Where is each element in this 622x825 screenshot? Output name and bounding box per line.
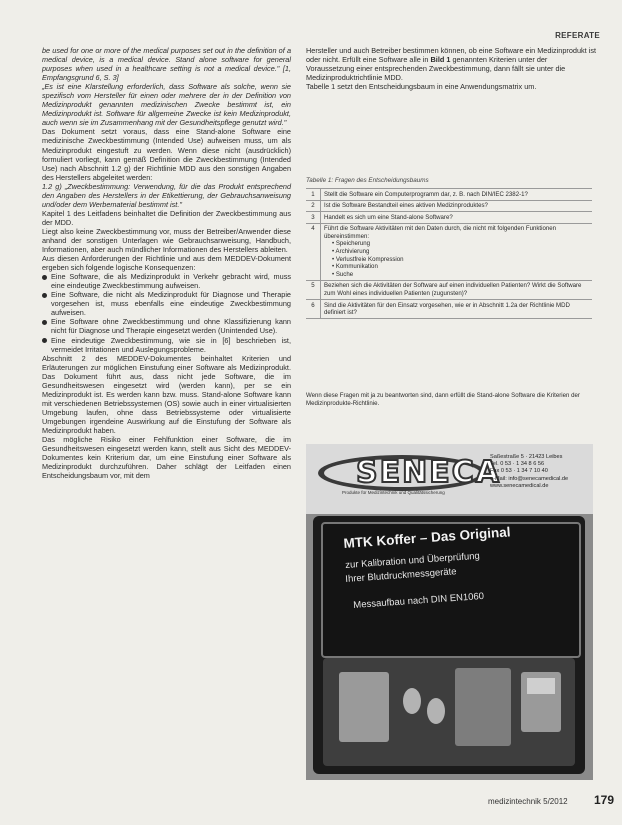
ad-title: MTK Koffer – Das Original — [343, 524, 511, 551]
right-column — [306, 46, 596, 91]
table-subitem: • Archivierung — [332, 248, 370, 256]
journal-footer: medizintechnik 5/2012 — [488, 797, 568, 806]
case-image — [313, 516, 585, 774]
table-subitem: • Speicherung — [332, 240, 371, 248]
table-subitem: • Verlustfreie Kompression — [332, 255, 404, 263]
table-row: 2 Ist die Software Bestandteil eines aktiven Medizinproduktes? — [306, 200, 592, 212]
table-row: 5 Beziehen sich die Aktivitäten der Software auf einen individuellen Patienten? Wirkt die Software zum Wohl eines individuellen Patienten (zugunsten)? — [306, 280, 592, 299]
logo-tagline: Produkte für Medizintechnik und Qualitätssicherung — [342, 490, 445, 495]
list-item: Eine eindeutige Zweckbestimmung, wie sie in [6] beschrieben ist, vermeidet Irritationen und Auslegungsprobleme. — [42, 336, 291, 354]
paragraph: Liegt also keine Zweckbestimmung vor, muss der Betreiber/Anwender diese anhand der sonstigen Unterlagen wie Gebrauchsanweisung, Handbuch, Informationen, aber auch mündlicher Informationen des Herstellers ableiten. — [42, 226, 291, 255]
table-row: 6 Sind die Aktivitäten für den Einsatz vorgesehen, wie er in Abschnitt 1.2a der Richtlinie MDD definiert ist? — [306, 299, 592, 319]
paragraph: Hersteller und auch Betreiber bestimmen können, ob eine Software ein Medizinprodukt ist oder nicht. Erfüllt eine Software alle in Bild 1 genannten Kriterien unter der Voraussetzung einer entsprechenden Zweckbestimmung, dann fällt sie unter die Medizinproduktrichtlinie MDD. — [306, 46, 597, 83]
ad-header — [306, 444, 593, 514]
quote-german: „Es ist eine Klarstellung erforderlich, dass Software als solche, wenn sie spezifisch vom Hersteller für einen oder mehrere der in der Definition von Medizinprodukt genannten medizinischen Zwecke bestimmt ist, ein Medizinprodukt ist. Software für allgemeine Zwecke ist kein Medizinprodukt, auch wenn sie im Zusammenhang mit der Gesundheitspflege genutzt wird." — [42, 82, 291, 128]
consequence-list — [42, 272, 291, 353]
list-item: Eine Software ohne Zweckbestimmung und ohne Klassifizierung kann nicht für Diagnose und Therapie eingesetzt werden (Unintended Use). — [42, 317, 291, 335]
paragraph: Abschnitt 2 des MEDDEV-Dokumentes beinhaltet Kriterien und Erläuterungen zur möglichen Einstufung einer Software als Medizinprodukt. Das Dokument führt aus, dass nicht jede Software, die im Gesundheitswesen eingesetzt wird (werden kann), per se ein Medizinprodukt ist. Es werden kann bzw. muss. Stand-alone Software kann mit verschiedenen Betriebssystemen (OS) sowie auch in einer virtualisierten Umgebung laufen, ohne dass Betriebssysteme oder virtualisierte Umgebungen irgendeine Auswirkung auf die Einstufung der Software als Medizinprodukt haben. — [42, 353, 291, 435]
paragraph: Aus diesen Anforderungen der Richtlinie und aus dem MEDDEV-Dokument ergeben sich folgende logische Konsequenzen: — [42, 254, 291, 273]
quote-definition: 1.2 g) „Zweckbestimmung: Verwendung, für die das Produkt entsprechend den Angaben des Herstellers in der Etikettierung, der Gebrauchsanweisung und/oder dem Werbematerial bestimmt ist." — [42, 181, 291, 209]
table-note: Wenn diese Fragen mit ja zu beantworten sind, dann erfüllt die Stand-alone Software die Kriterien der Medizinprodukte-Richtlinie. — [306, 392, 580, 407]
table-subitem: • Kommunikation — [332, 263, 378, 271]
table-row: 3 Handelt es sich um eine Stand-alone Software? — [306, 211, 592, 223]
paragraph: Tabelle 1 setzt den Entscheidungsbaum in eine Anwendungsmatrix um. — [306, 82, 537, 92]
table-subitem: • Suche — [332, 270, 354, 278]
table-caption: Tabelle 1: Fragen des Entscheidungsbaums — [306, 177, 429, 184]
section-header: REFERATE — [555, 31, 600, 40]
figure-ref: Bild 1 — [430, 55, 451, 65]
ad-subtitle: Ihrer Blutdruckmessgeräte — [345, 566, 457, 585]
bulb-image — [427, 698, 445, 724]
seneca-logo — [316, 453, 501, 497]
table-row: 1 Stellt die Software ein Computerprogramm dar, z. B. nach DIN/IEC 2382-1? — [306, 188, 592, 200]
quote-english: be used for one or more of the medical purposes set out in the definition of a medical device, is a medical device. Stand alone software for general purposes when used in a healthcare setting is not a medical device." [1, Empfangsgrund 6, S. 3] — [42, 46, 291, 83]
ad-subtitle: Messaufbau nach DIN EN1060 — [353, 590, 485, 611]
advertisement[interactable] — [306, 444, 593, 780]
gauge-image — [521, 672, 561, 732]
paragraph: Das Dokument setzt voraus, dass eine Stand-alone Software eine medizinische Zweckbestimmung (Intended Use) aufweisen muss, um als Medizinprodukt eingestuft zu werden. Wenn diese nicht (ausdrücklich) formuliert vorliegt, kann gemäß Definition die Zweckbestimmung (Intended Use) nach Abschnitt 1.2 g) der Richtlinie MDD aus den sonstigen Angaben des Herstellers abgeleitet werden: — [42, 127, 291, 182]
ad-contact: Saßestraße 5 · 21423 Leibes Tel. 0 53 · 1 34 8 6 56 Fax 0 53 · 1 34 7 10 40 e-Mail: info@senecamedical.de www.senecamedical.de — [490, 454, 569, 489]
table-row: 4 Führt die Software Aktivitäten mit den Daten durch, die nicht mit folgenden Funktionen übereinstimmen: • Speicherung • Archivierung • Verlustfreie Kompression • Kommunikation • Suche — [306, 223, 592, 280]
device-image — [339, 672, 389, 742]
paragraph: Kapitel 1 des Leitfadens beinhaltet die Definition der Zweckbestimmung aus der MDD. — [42, 208, 291, 227]
case-tray — [323, 658, 575, 766]
logo-text: SENECA — [356, 455, 501, 490]
page-number: 179 — [594, 793, 615, 807]
decision-table — [306, 188, 592, 319]
bulb-image — [403, 688, 421, 714]
list-item: Eine Software, die nicht als Medizinprodukt für Diagnose und Therapie vorgesehen ist, muss ebenfalls eine eindeutige Zweckbestimmung aufweisen. — [42, 290, 291, 317]
ad-subtitle: zur Kalibration und Überprüfung — [345, 550, 481, 571]
device-image — [455, 668, 511, 746]
left-column — [42, 46, 291, 480]
paragraph: Das mögliche Risiko einer Fehlfunktion einer Software, die im Gesundheitswesen eingesetzt werden kann, stellt aus Sicht des MEDDEV-Dokumentes kein Kriterium dar, um eine Einstufung einer Software als Medizinprodukt durchzuführen. Daher schlägt der Leitfaden einen Entscheidungsbaum vor, mit dem — [42, 435, 291, 481]
case-lid — [321, 522, 581, 658]
list-item: Eine Software, die als Medizinprodukt in Verkehr gebracht wird, muss eine eindeutige Zweckbestimmung aufweisen. — [42, 272, 291, 290]
